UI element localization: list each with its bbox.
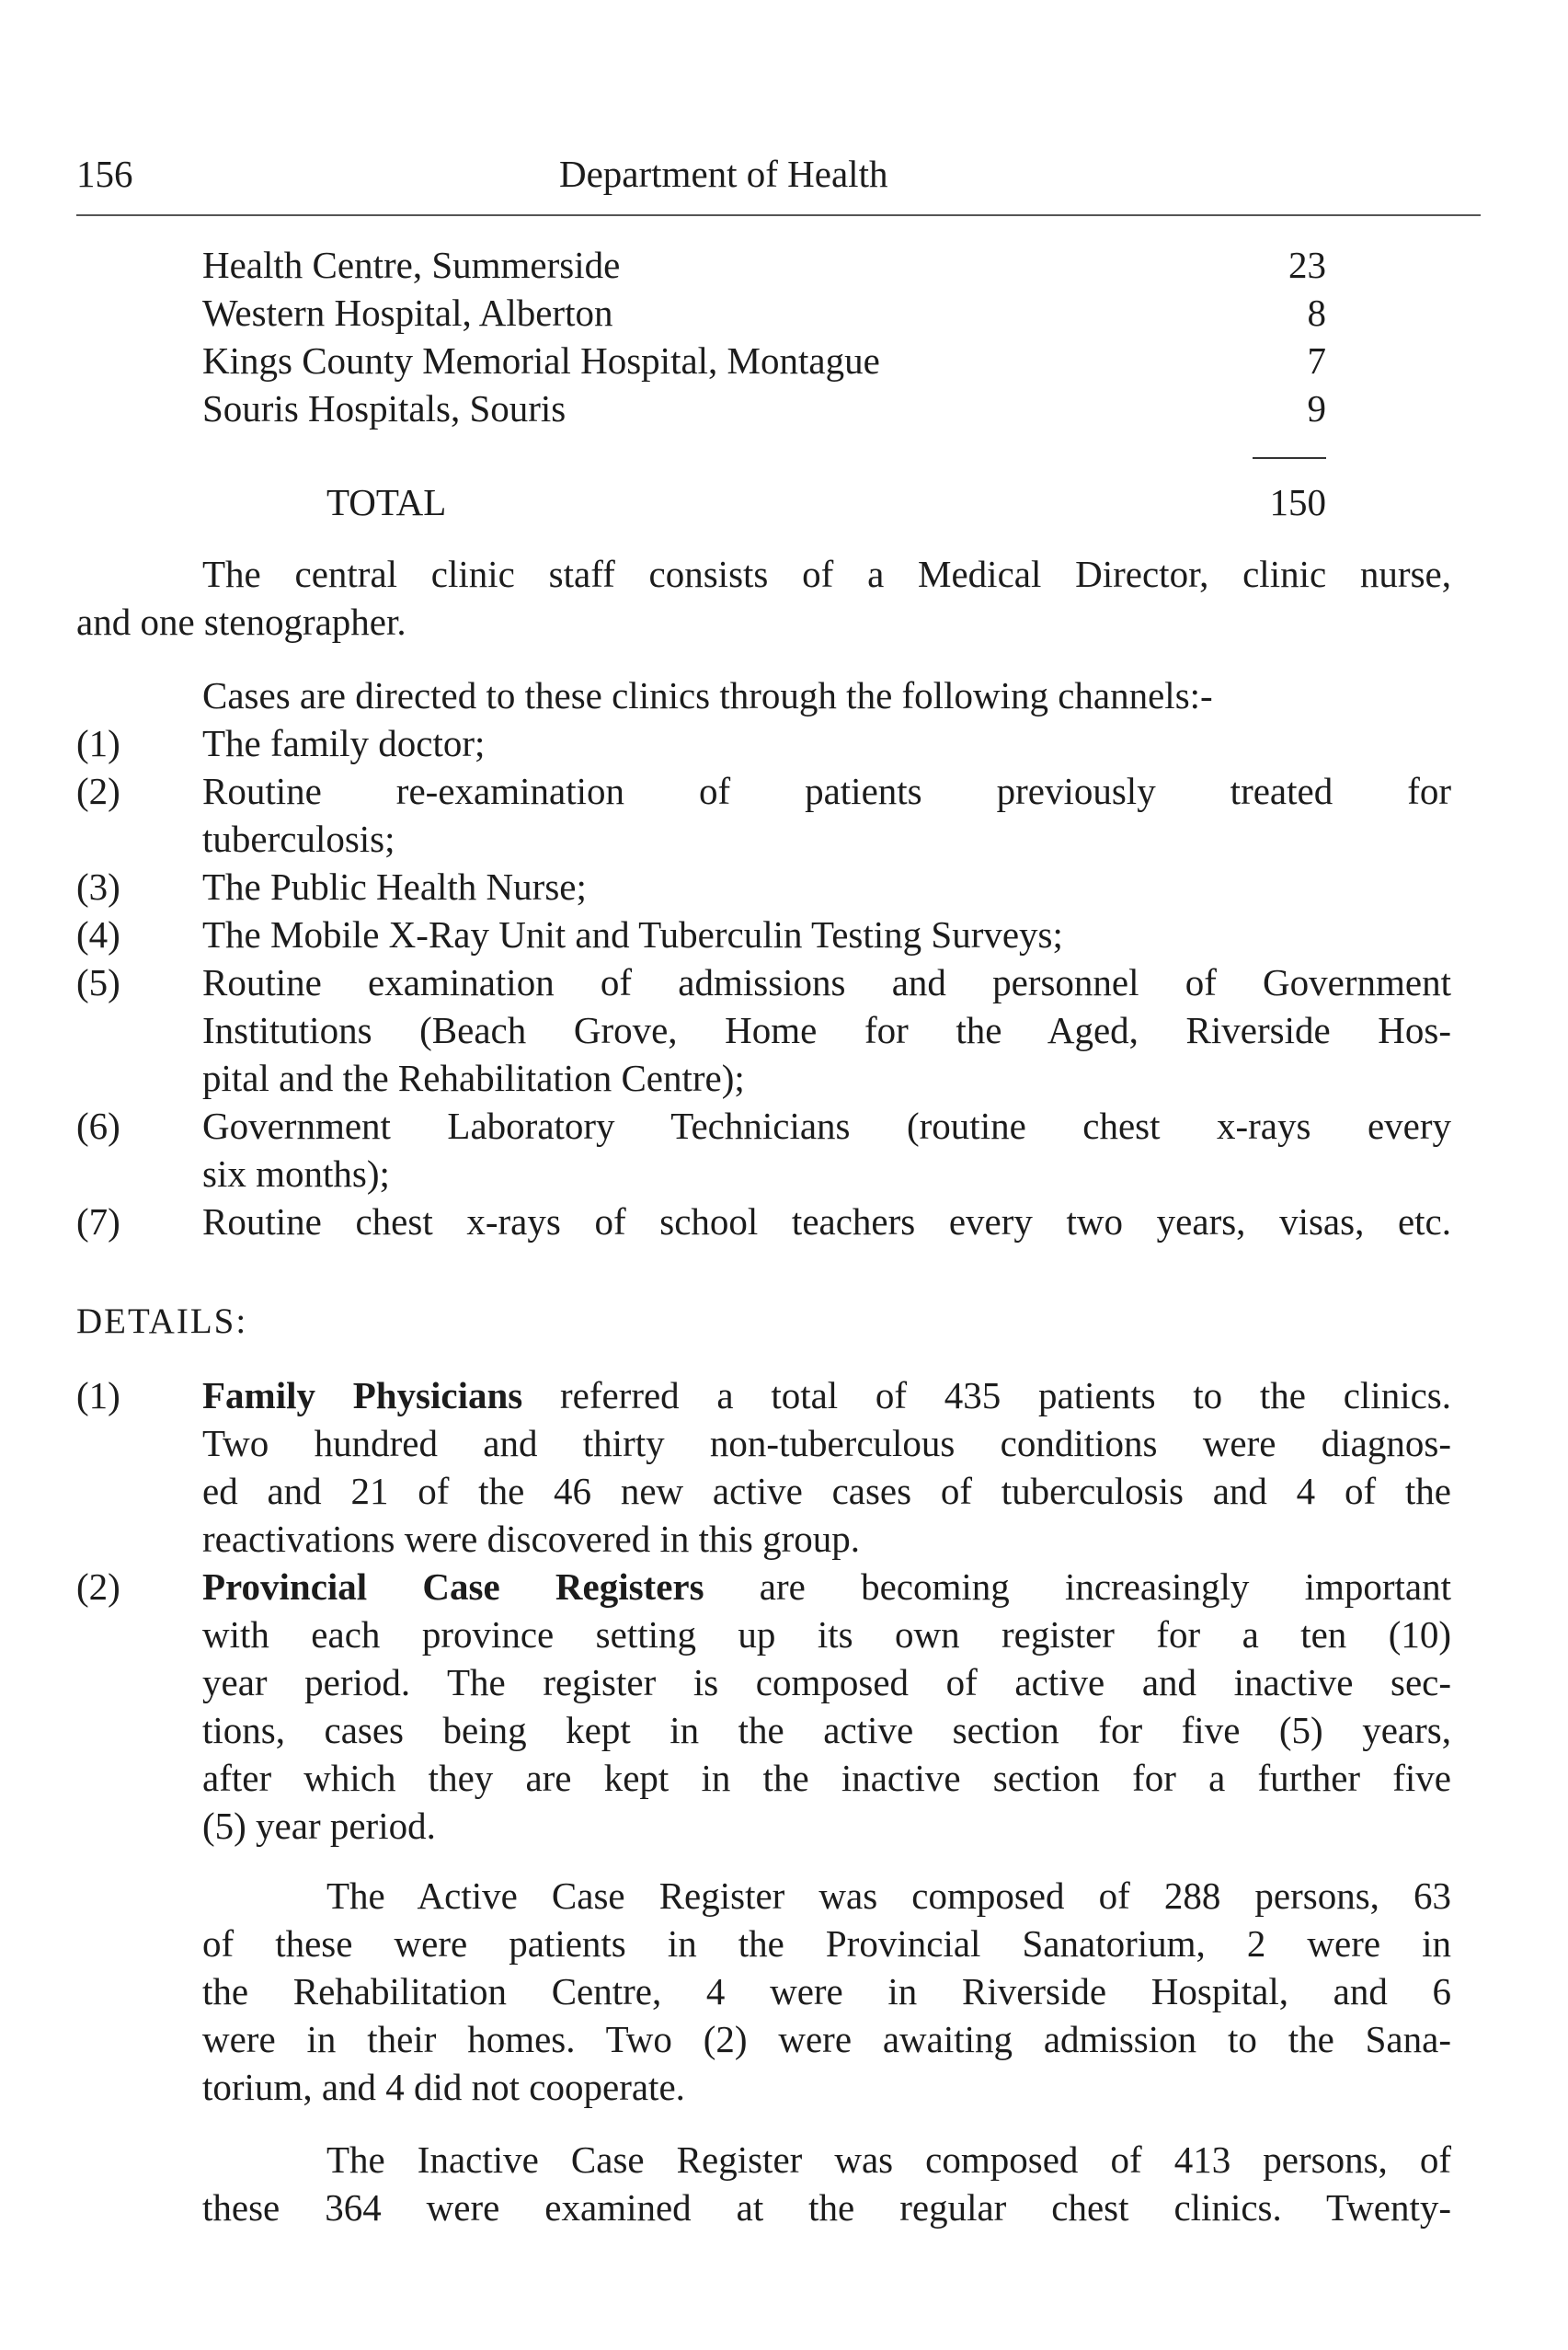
list-item-line: Routine chest x-rays of school teachers every two years, visas, etc. <box>202 1200 1451 1243</box>
table-place: Kings County Memorial Hospital, Montague <box>202 339 880 382</box>
list-item-line: reactivations were discovered in this group. <box>202 1518 860 1560</box>
list-item-line: Government Laboratory Technicians (routine chest x-rays every <box>202 1105 1451 1147</box>
page-title: Department of Health <box>559 153 888 195</box>
page-number: 156 <box>76 153 133 195</box>
list-item <box>202 767 1451 863</box>
paragraph-line: The Inactive Case Register was composed of 413 persons, of <box>326 2138 1451 2181</box>
active-register-paragraph <box>202 1872 1451 2111</box>
list-item-line <box>202 1371 1451 1419</box>
list-item-line: The Public Health Nurse; <box>202 865 587 908</box>
list-item-line: ed and 21 of the 46 new active cases of tuberculosis and 4 of the <box>202 1470 1451 1512</box>
total-label: TOTAL <box>326 481 447 523</box>
list-item-line: (5) year period. <box>202 1805 436 1847</box>
staff-paragraph-line: The central clinic staff consists of a Medical Director, clinic nurse, <box>202 553 1451 595</box>
table-place: Souris Hospitals, Souris <box>202 387 567 430</box>
details-item <box>202 1371 1451 1563</box>
table-place: Health Centre, Summerside <box>202 244 621 286</box>
page-header <box>76 152 1492 198</box>
list-item-line: Institutions (Beach Grove, Home for the Aged, Riverside Hos- <box>202 1009 1451 1051</box>
table-count: 7 <box>1307 339 1326 382</box>
list-item-line: after which they are kept in the inactive section for a further five <box>202 1757 1451 1799</box>
list-number: (3) <box>76 865 120 908</box>
list-item-line: pital and the Rehabilitation Centre); <box>202 1057 745 1099</box>
section-heading: DETAILS: <box>76 1301 248 1341</box>
list-item-line: six months); <box>202 1152 390 1195</box>
list-item-text: referred a total of 435 patients to the clinics. <box>522 1374 1451 1416</box>
table-count: 9 <box>1307 387 1326 430</box>
paragraph-line: torium, and 4 did not cooperate. <box>202 2066 685 2108</box>
list-number: (1) <box>76 1374 120 1416</box>
channels-intro: Cases are directed to these clinics through the following channels:- <box>202 674 1213 716</box>
table-count: 8 <box>1307 292 1326 334</box>
table-place: Western Hospital, Alberton <box>202 292 613 334</box>
paragraph-line: of these were patients in the Provincial Sanatorium, 2 were in <box>202 1922 1451 1965</box>
list-item <box>202 958 1451 1102</box>
list-item-line: Two hundred and thirty non-tuberculous conditions were diagnos- <box>202 1422 1451 1464</box>
bold-term: Provincial Case Registers <box>202 1565 704 1608</box>
table-row <box>202 241 1326 289</box>
list-item-line: The Mobile X-Ray Unit and Tuberculin Testing Surveys; <box>202 913 1063 956</box>
paragraph-line: these 364 were examined at the regular chest clinics. Twenty- <box>202 2186 1451 2229</box>
list-item-line <box>202 1563 1451 1611</box>
list-item-line: The family doctor; <box>202 722 486 764</box>
table-row <box>202 289 1326 337</box>
inactive-register-paragraph <box>202 2136 1451 2231</box>
list-number: (4) <box>76 913 120 956</box>
paragraph-line: The Active Case Register was composed of 288 persons, 63 <box>326 1874 1451 1917</box>
list-item-line: Routine re-examination of patients previously treated for <box>202 770 1451 812</box>
list-item-line: Routine examination of admissions and personnel of Government <box>202 961 1451 1003</box>
list-item-line: tions, cases being kept in the active section for five (5) years, <box>202 1709 1451 1751</box>
list-item-line: with each province setting up its own register for a ten (10) <box>202 1613 1451 1656</box>
list-item <box>202 863 1451 911</box>
paragraph-line: were in their homes. Two (2) were awaiting admission to the Sana- <box>202 2018 1451 2060</box>
list-number: (2) <box>76 1565 120 1608</box>
list-number: (7) <box>76 1200 120 1243</box>
table-row <box>202 384 1326 432</box>
total-value: 150 <box>1269 481 1326 523</box>
list-item <box>202 1198 1451 1245</box>
list-item <box>202 719 1451 767</box>
staff-paragraph-line: and one stenographer. <box>76 601 406 643</box>
paragraph-line: the Rehabilitation Centre, 4 were in Riverside Hospital, and 6 <box>202 1970 1451 2012</box>
list-item-line: tuberculosis; <box>202 818 395 860</box>
list-number: (5) <box>76 961 120 1003</box>
list-number: (6) <box>76 1105 120 1147</box>
list-item-text: are becoming increasingly important <box>704 1565 1451 1608</box>
table-count: 23 <box>1288 244 1326 286</box>
list-number: (2) <box>76 770 120 812</box>
details-item <box>202 1563 1451 1850</box>
list-item <box>202 911 1451 958</box>
list-item <box>202 1102 1451 1198</box>
header-rule <box>76 214 1481 216</box>
bold-term: Family Physicians <box>202 1374 523 1416</box>
table-row <box>202 337 1326 384</box>
total-rule <box>1253 457 1326 459</box>
list-item-line: year period. The register is composed of active and inactive sec- <box>202 1661 1451 1703</box>
list-number: (1) <box>76 722 120 764</box>
